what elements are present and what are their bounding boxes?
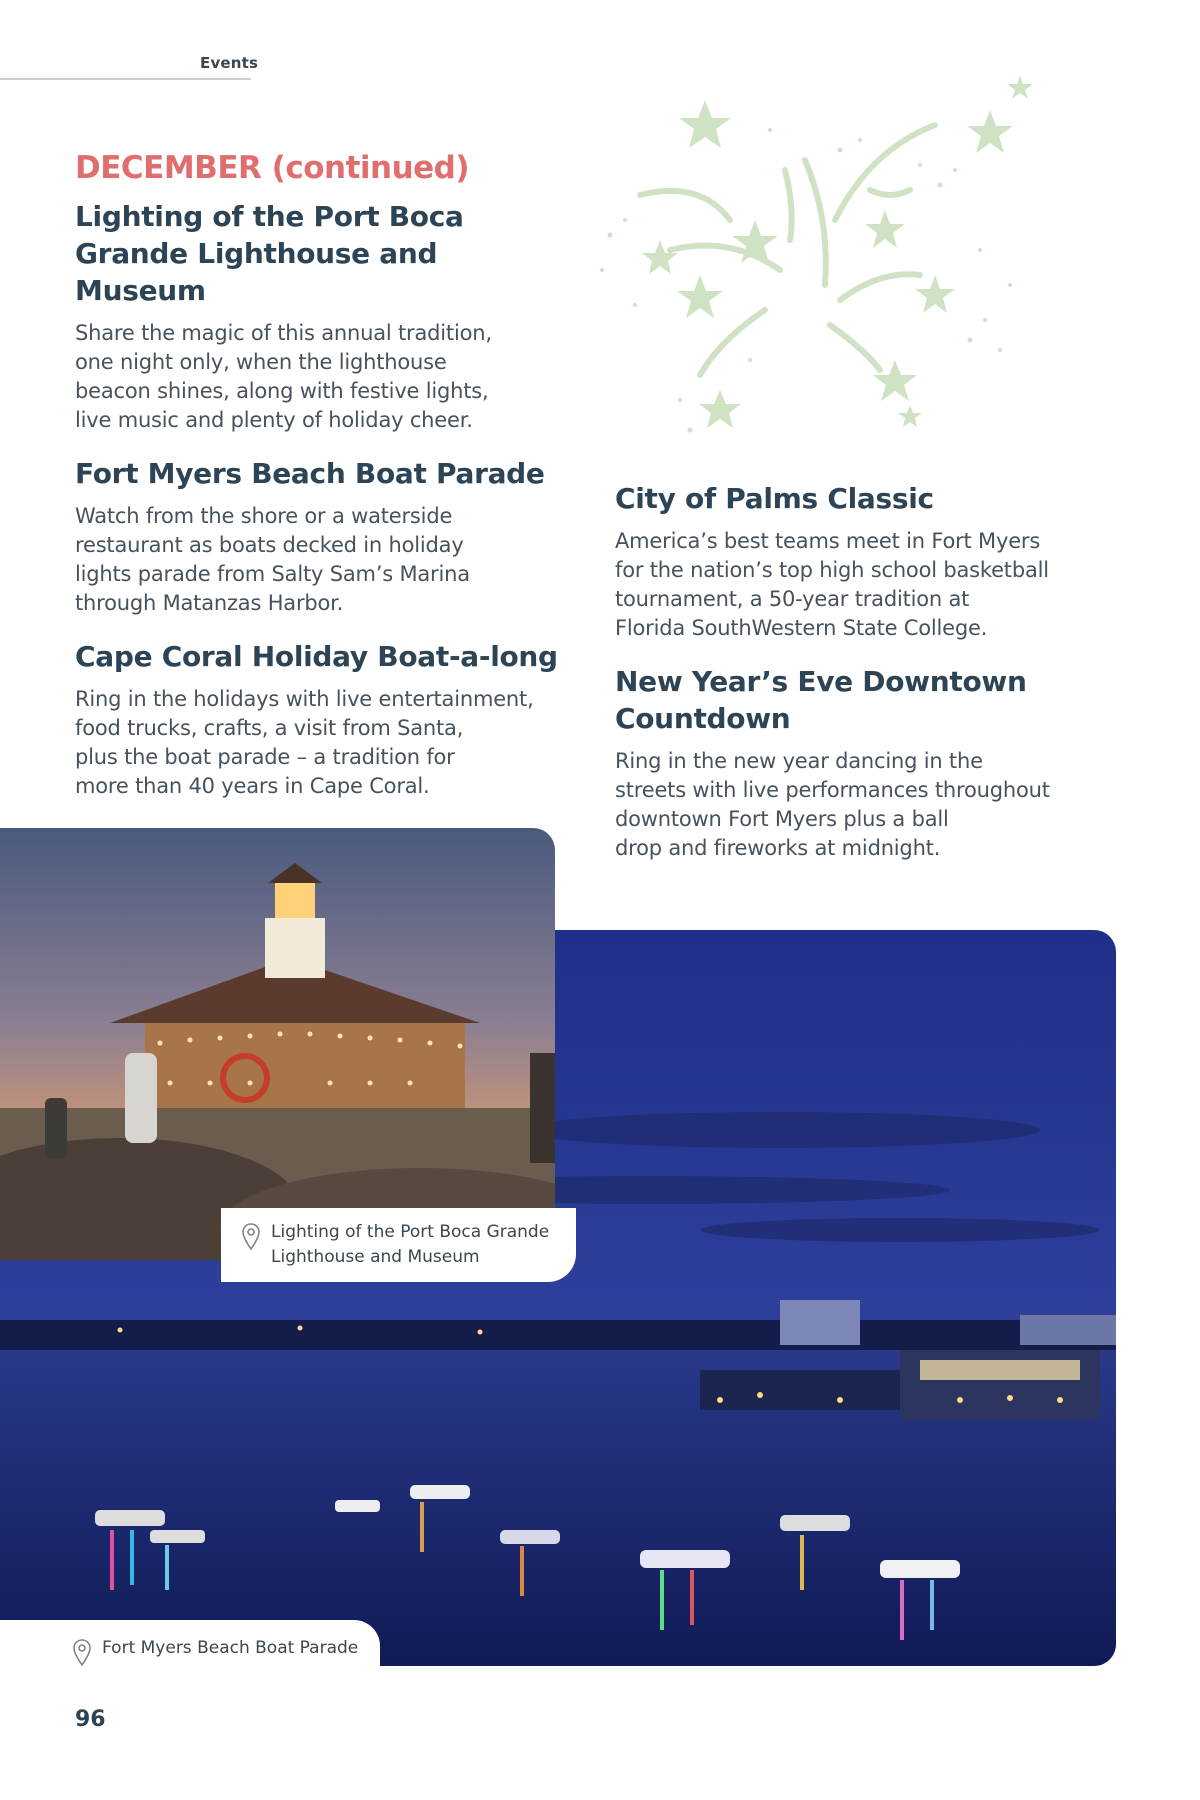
lighthouse-photo	[0, 828, 555, 1260]
event-boat-a-long	[75, 638, 575, 801]
event-title: Lighting of the Port Boca Grande Lighthouse and Museum	[75, 200, 464, 307]
boat-parade-photo-caption	[0, 1620, 380, 1680]
caption-text: Lighting of the Port Boca Grande Lighthouse and Museum	[271, 1222, 550, 1267]
page-number: 96	[75, 1707, 106, 1732]
event-description: Ring in the new year dancing in the streets with live performances throughout downtown Fort Myers plus a ball drop and fireworks at midnight.	[615, 749, 1050, 860]
caption-text: Fort Myers Beach Boat Parade	[102, 1638, 359, 1658]
event-lighthouse-lighting	[75, 198, 575, 435]
left-column	[75, 198, 575, 821]
location-pin-icon	[72, 1638, 92, 1668]
event-title: Fort Myers Beach Boat Parade	[75, 457, 545, 490]
event-title: City of Palms Classic	[615, 482, 934, 515]
section-label: Events	[200, 54, 259, 72]
section-divider	[0, 78, 251, 80]
event-title: Cape Coral Holiday Boat-a-long	[75, 640, 558, 673]
lighthouse-photo-caption	[221, 1208, 576, 1282]
event-description: Share the magic of this annual tradition, one night only, when the lighthouse beacon shines, along with festive lights, live music and plenty of holiday cheer.	[75, 321, 492, 432]
fireworks-stars-icon	[590, 70, 1060, 450]
event-title: New Year’s Eve Downtown Countdown	[615, 665, 1027, 735]
right-column	[615, 480, 1085, 883]
event-description: Watch from the shore or a waterside restaurant as boats decked in holiday lights parade from Salty Sam’s Marina through Matanzas Harbor.	[75, 504, 470, 615]
event-new-years-eve	[615, 663, 1085, 863]
event-city-of-palms	[615, 480, 1085, 643]
event-description: America’s best teams meet in Fort Myers for the nation’s top high school basketball tournament, a 50-year tradition at Florida SouthWestern State College.	[615, 529, 1049, 640]
event-description: Ring in the holidays with live entertainment, food trucks, crafts, a visit from Santa, plus the boat parade – a tradition for more than 40 years in Cape Coral.	[75, 687, 534, 798]
event-boat-parade	[75, 455, 575, 618]
month-heading: DECEMBER (continued)	[75, 150, 470, 186]
location-pin-icon	[241, 1222, 261, 1252]
